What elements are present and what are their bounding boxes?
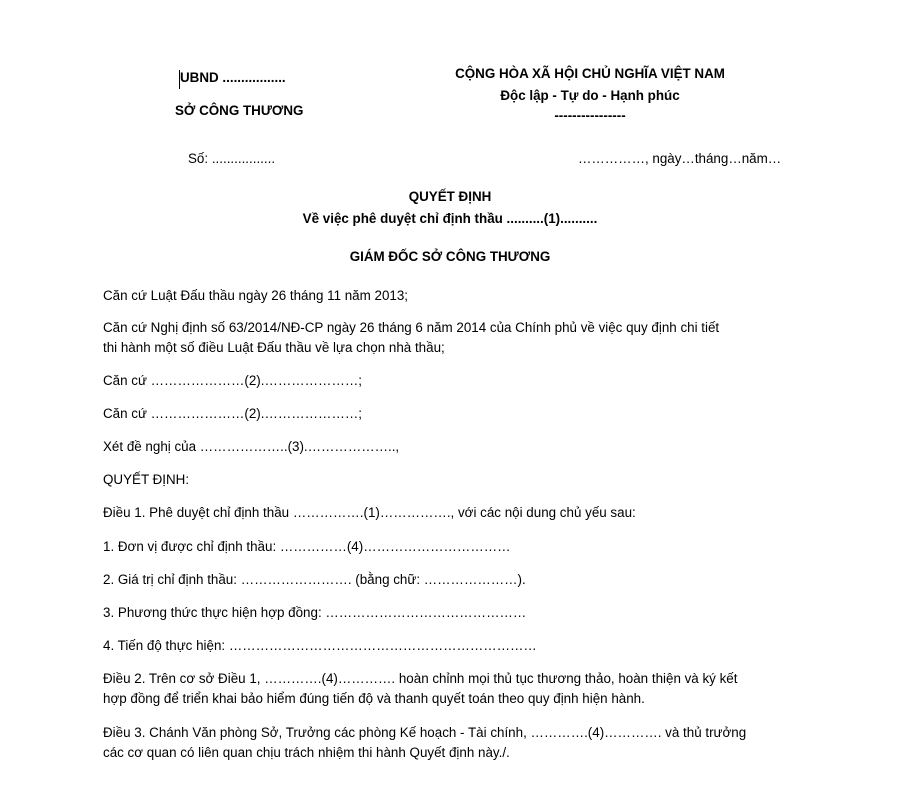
- article-2-line-2: hợp đồng để triển khai bảo hiểm đúng tiến độ và thanh quyết toán theo quy định hiện hành.: [103, 691, 645, 706]
- legal-basis-3: Căn cứ …………………(2).…………………;: [103, 373, 362, 388]
- text-cursor: [179, 70, 180, 89]
- decision-title: QUYẾT ĐỊNH: [408, 189, 492, 204]
- national-title: CỘNG HÒA XÃ HỘI CHỦ NGHĨA VIỆT NAM: [455, 66, 725, 81]
- article-3-line-2: các cơ quan có liên quan chịu trách nhiệm thi hành Quyết định này./.: [103, 745, 510, 760]
- article-1-item-1: 1. Đơn vị được chỉ định thầu: ……………(4)……………………………: [103, 539, 511, 554]
- article-1: Điều 1. Phê duyệt chỉ định thầu …………….(1)……………., với các nội dung chủ yếu sau:: [103, 505, 636, 520]
- decision-heading: QUYẾT ĐỊNH:: [103, 472, 190, 487]
- article-1-item-3: 3. Phương thức thực hiện hợp đồng: ………………………………………: [103, 605, 527, 620]
- agency-name: UBND .................: [180, 70, 286, 85]
- proposal-line: Xét đề nghị của ………………..(3).………………..,: [103, 439, 400, 454]
- department-name: SỞ CÔNG THƯƠNG: [175, 103, 304, 118]
- article-3-line-1: Điều 3. Chánh Văn phòng Sở, Trưởng các phòng Kế hoạch - Tài chính, ………….(4)…………. và thủ trưởng: [103, 725, 747, 740]
- legal-basis-4: Căn cứ …………………(2).…………………;: [103, 406, 362, 421]
- decision-subject: Về việc phê duyệt chỉ định thầu ..........(1)..........: [302, 211, 598, 226]
- motto-underline: ----------------: [554, 108, 626, 123]
- legal-basis-1: Căn cứ Luật Đấu thầu ngày 26 tháng 11 năm 2013;: [103, 288, 409, 303]
- document-date: ……………, ngày…tháng…năm…: [578, 151, 782, 166]
- article-1-item-2: 2. Giá trị chỉ định thầu: ……………………. (bằng chữ: …………………).: [103, 572, 526, 587]
- national-motto: Độc lập - Tự do - Hạnh phúc: [500, 88, 680, 103]
- issuing-authority: GIÁM ĐỐC SỞ CÔNG THƯƠNG: [349, 249, 551, 264]
- article-2-line-1: Điều 2. Trên cơ sở Điều 1, ………….(4)…………. hoàn chỉnh mọi thủ tục thương thảo, hoàn thiện và ký kết: [103, 671, 738, 686]
- article-1-item-4: 4. Tiến độ thực hiện: ……………………………………………………………: [103, 638, 537, 653]
- legal-basis-2-line-2: thi hành một số điều Luật Đấu thầu về lựa chọn nhà thầu;: [103, 340, 445, 355]
- document-number: Số: .................: [188, 151, 276, 166]
- legal-basis-2-line-1: Căn cứ Nghị định số 63/2014/NĐ-CP ngày 26 tháng 6 năm 2014 của Chính phủ về việc quy định chi tiết: [103, 320, 720, 335]
